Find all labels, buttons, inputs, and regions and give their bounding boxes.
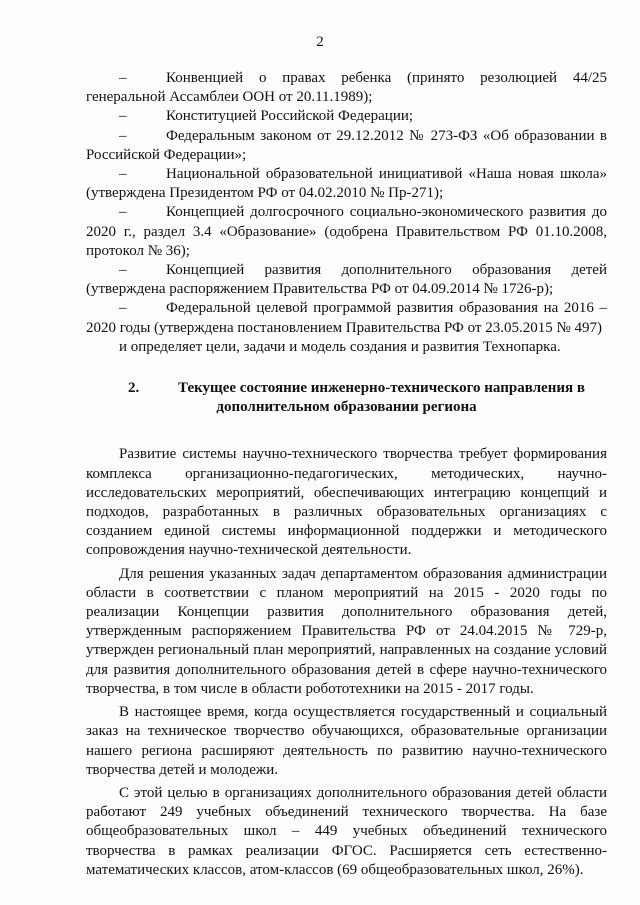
list-dash: – [119,70,127,86]
list-item [86,69,607,107]
list-dash: – [119,108,127,125]
document-body [86,69,607,880]
list-item [86,261,607,299]
list-item-text: Конвенцией о правах ребенка (принято резолюцией 44/25 генеральной Ассамблеи ООН от 20.11.1989); [86,70,607,106]
paragraph: Для решения указанных задач департаментом образования администрации области в соответствии с планом мероприятий на 2015 - 2020 годы по реализации Концепции развития дополнительного образования детей, утвержденным распоряжением Правительства РФ от 24.04.2015 № 729-р, утвержден региональный план мероприятий, направленных на создание условий для развития дополнительного образования детей в сфере научно-технического творчества, в том числе в области робототехники на 2015 - 2017 годы. [86,565,607,697]
list-item [86,107,607,126]
paragraph: Развитие системы научно-технического творчества требует формирования комплекса организационно-педагогических, методических, научно-исследовательских мероприятий, обеспечивающих интеграцию концепций и подходов, разработанных в различных образовательных организациях с созданием единой системы информационной поддержки и методического сопровождения научно-технической деятельности. [86,446,607,559]
section-title-line-2: дополнительном образовании региона [216,399,477,416]
page-number: 2 [316,34,324,50]
list-item-text: Концепцией развития дополнительного образования детей (утверждена распоряжением Правительства РФ от 04.09.2014 № 1726-р); [86,262,607,298]
list-dash: – [119,166,127,183]
paragraph: С этой целью в организациях дополнительного образования детей области работают 249 учебных объединений технического творчества. На базе общеобразовательных школ – 449 учебных объединений технического творчества в рамках реализации ФГОС. Расширяется сеть естественно-математических классов, атом-классов (69 общеобразовательных школ, 26%). [86,784,607,878]
list-item-text: Федеральным законом от 29.12.2012 № 273-ФЗ «Об образовании в Российской Федерации»; [86,127,607,163]
paragraph: В настоящее время, когда осуществляется государственный и социальный заказ на техническое творчество обучающихся, образовательные организации нашего региона расширяют деятельность по развитию научно-технического творчества детей и молодежи. [86,704,607,778]
list-dash: – [119,204,127,221]
list-item-text: Федеральной целевой программой развития образования на 2016 – 2020 годы (утверждена постановлением Правительства РФ от 23.05.2015 № 497) [86,300,607,336]
list-dash: – [119,262,127,279]
section-heading [86,379,607,417]
list-item [86,203,607,261]
section-title-line-1: Текущее состояние инженерно-технического направления в [178,380,585,397]
list-item [86,165,607,203]
list-item [86,127,607,165]
list-item-text: Конституцией Российской Федерации; [166,108,414,125]
list-item [86,299,607,337]
list-item-text: Концепцией долгосрочного социально-экономического развития до 2020 г., раздел 3.4 «Образование» (одобрена Правительством РФ 01.10.2008, протокол № 36); [86,204,607,259]
closing-line: и определяет цели, задачи и модель создания и развития Технопарка. [119,338,561,355]
list-dash: – [119,300,127,317]
list-dash: – [119,127,127,144]
section-number: 2. [128,380,140,397]
section-heading-line-1 [86,379,607,398]
list-item-text: Национальной образовательной инициативой «Наша новая школа» (утверждена Президентом РФ от 04.02.2010 № Пр-271); [86,166,607,202]
